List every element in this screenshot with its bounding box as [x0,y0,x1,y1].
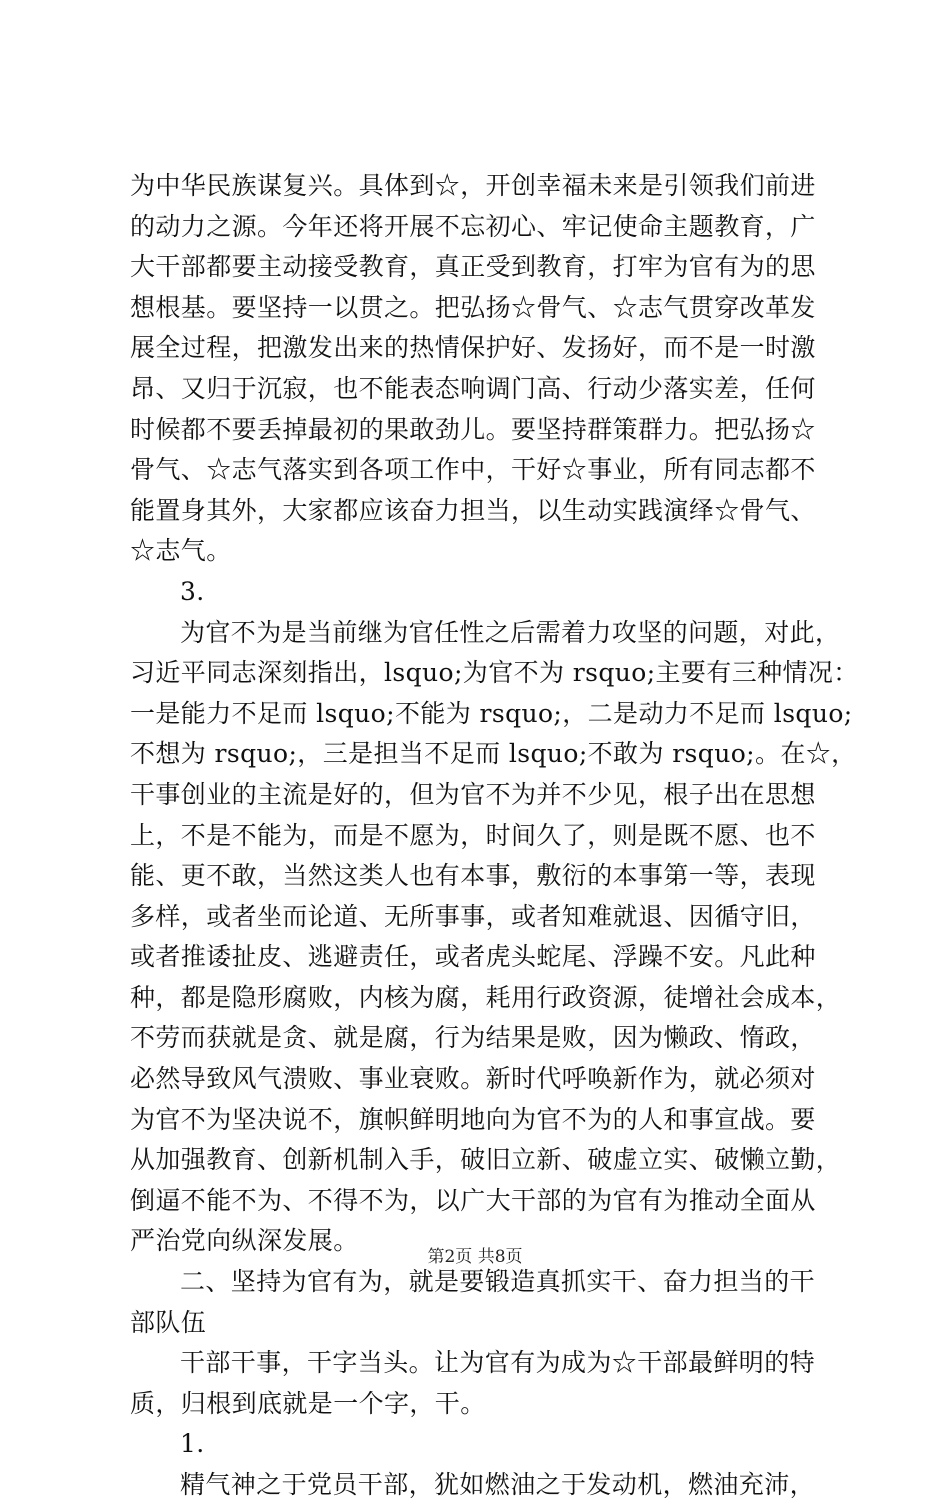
text-line: 能置身其外，大家都应该奋力担当，以生动实践演绎☆骨气、 [130,495,816,525]
text-line: 严治党向纵深发展。 [130,1226,359,1256]
text-line: 一是能力不足而 lsquo;不能为 rsquo;，二是动力不足而 lsquo; [130,698,853,728]
text-line: 为官不为坚决说不，旗帜鲜明地向为官不为的人和事宣战。要 [130,1104,816,1134]
text-line: 干事创业的主流是好的，但为官不为并不少见，根子出在思想 [130,779,816,809]
text-line: 必然导致风气溃败、事业衰败。新时代呼唤新作为，就必须对 [130,1064,816,1094]
paragraph-first-line: 干部干事，干字当头。让为官有为成为☆干部最鲜明的特 [180,1348,816,1378]
text-line: 或者推诿扯皮、逃避责任，或者虎头蛇尾、浮躁不安。凡此种 [130,942,816,972]
paragraph-first-line: 为官不为是当前继为官任性之后需着力攻坚的问题，对此， [180,617,841,647]
text-line: 质，归根到底就是一个字，干。 [130,1388,486,1418]
text-line: 时候都不要丢掉最初的果敢劲儿。要坚持群策群力。把弘扬☆ [130,414,816,444]
page-footer: 第2页 共8页 [427,1247,523,1267]
text-line: ☆志气。 [130,536,232,566]
section-number: 3. [180,576,205,606]
document-body [130,166,859,1506]
text-line: 不想为 rsquo;，三是担当不足而 lsquo;不敢为 rsquo;。在☆， [130,739,857,769]
text-line: 昂、又归于沉寂，也不能表态响调门高、行动少落实差，任何 [130,373,816,403]
text-line: 想根基。要坚持一以贯之。把弘扬☆骨气、☆志气贯穿改革发 [130,292,816,322]
text-line: 种，都是隐形腐败，内核为腐，耗用行政资源，徒增社会成本， [130,982,842,1012]
text-line: 展全过程，把激发出来的热情保护好、发扬好，而不是一时激 [130,333,816,363]
text-line: 从加强教育、创新机制入手，破旧立新、破虚立实、破懒立勤， [130,1145,842,1175]
text-line: 倒逼不能不为、不得不为，以广大干部的为官有为推动全面从 [130,1185,816,1215]
text-line: 能、更不敢，当然这类人也有本事，敷衍的本事第一等，表现 [130,861,816,891]
section-number: 1. [180,1429,205,1459]
paragraph-first-line: 精气神之于党员干部，犹如燃油之于发动机，燃油充沛， [180,1470,816,1499]
text-line: 为中华民族谋复兴。具体到☆，开创幸福未来是引领我们前进 [130,171,816,200]
text-line: 不劳而获就是贪、就是腐，行为结果是败，因为懒政、惰政， [130,1023,816,1053]
section-heading: 二、坚持为官有为，就是要锻造真抓实干、奋力担当的干 [180,1267,816,1297]
text-line: 习近平同志深刻指出，lsquo;为官不为 rsquo;主要有三种情况： [130,658,859,688]
text-line: 骨气、☆志气落实到各项工作中，干好☆事业，所有同志都不 [130,455,816,485]
text-line: 的动力之源。今年还将开展不忘初心、牢记使命主题教育，广 [130,211,816,241]
text-line: 多样，或者坐而论道、无所事事，或者知难就退、因循守旧， [130,901,816,931]
section-heading-continued: 部队伍 [130,1307,207,1337]
text-line: 上，不是不能为，而是不愿为，时间久了，则是既不愿、也不 [130,820,816,850]
text-line: 大干部都要主动接受教育，真正受到教育，打牢为官有为的思 [130,252,816,282]
